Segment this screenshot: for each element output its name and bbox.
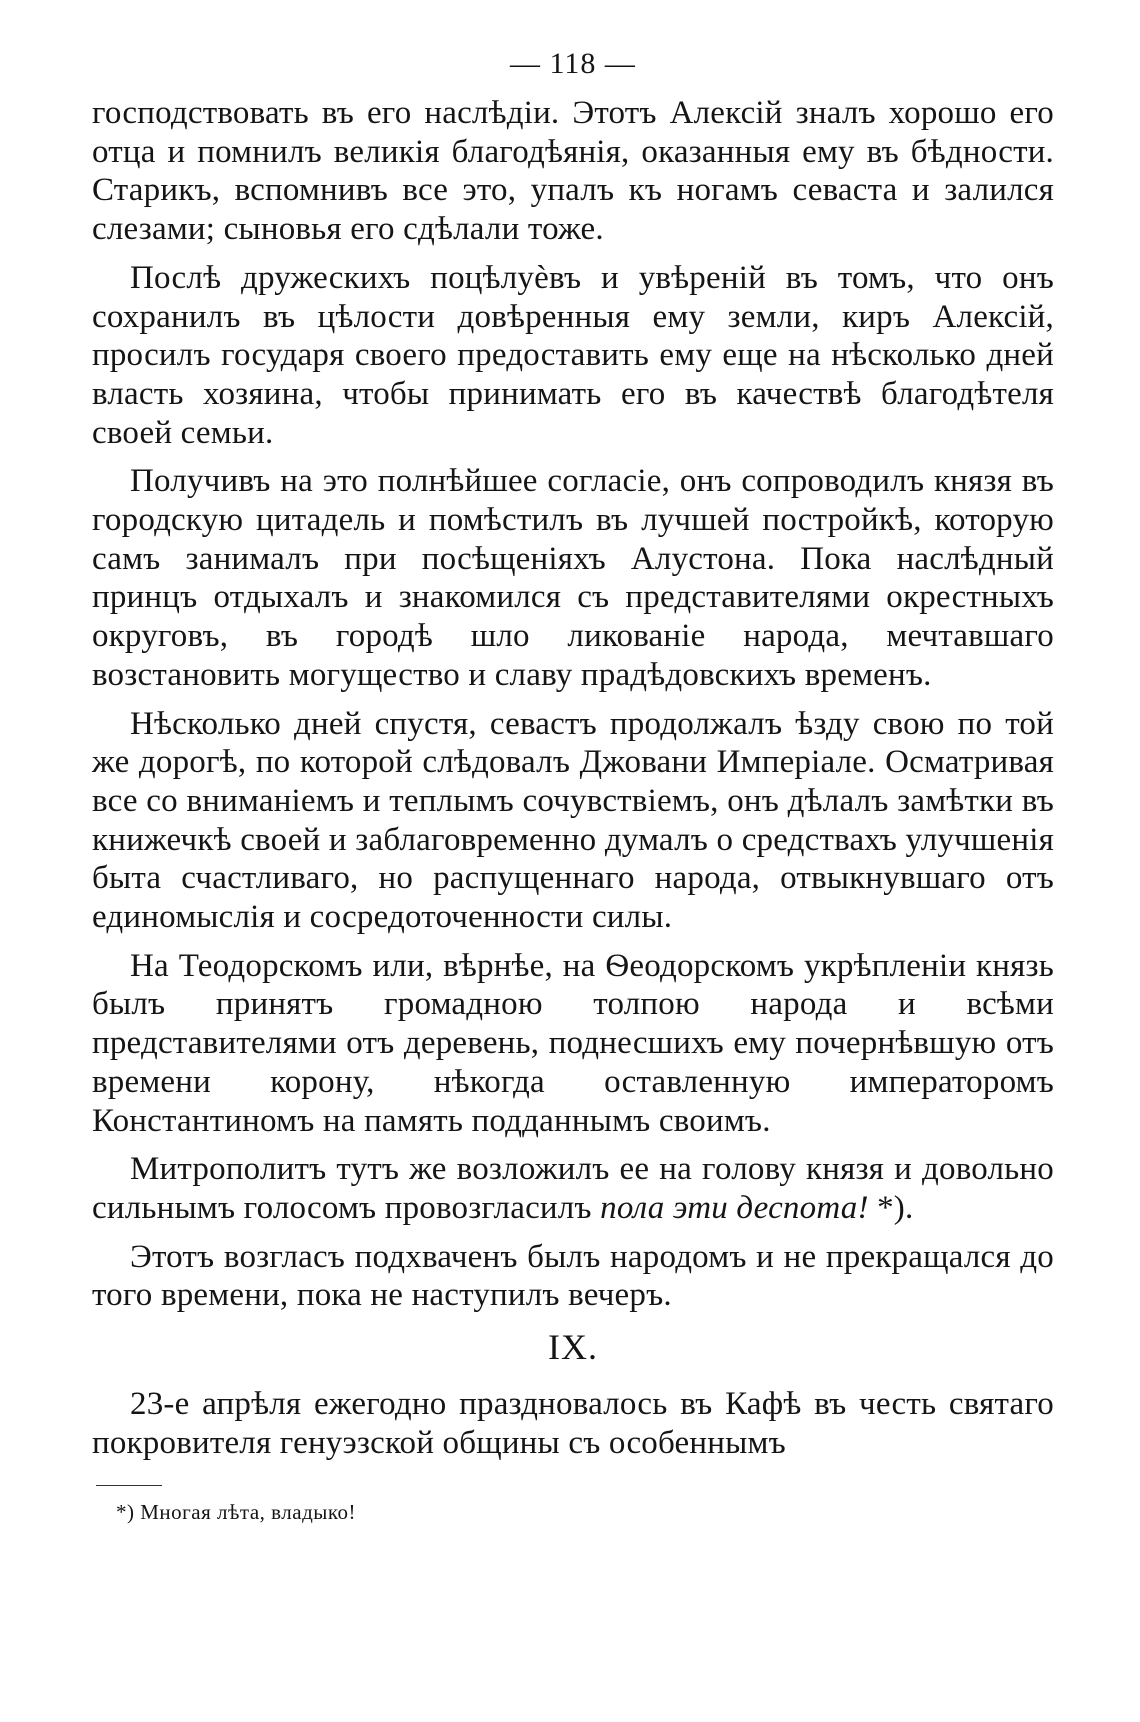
chapter-heading: IX. [548, 1327, 598, 1368]
paragraph-journey: Нѣсколько дней спустя, севастъ продолжалъ ѣзду свою по той же дорогѣ, по которой слѣдовалъ Джовани Имперіале. Осматривая все со вниманіемъ и теплымъ сочувствіемъ, онъ дѣлалъ замѣтки въ книжечкѣ своей и заблаговременно думалъ о средствахъ улучшенія быта счастливаго, но распущеннаго народа, отвыкнувшаго отъ единомыслія и сосредоточенности силы. [92, 705, 1054, 936]
paragraph-crown: На Теодорскомъ или, вѣрнѣе, на Ѳеодорскомъ укрѣпленіи князь былъ принятъ громадною толпою народа и всѣми представителями отъ деревень, поднесшихъ ему почернѣвшую отъ времени корону, нѣкогда оставленную императоромъ Константиномъ на память подданнымъ своимъ. [92, 947, 1054, 1139]
paragraph-kisses: Послѣ дружескихъ поцѣлуѐвъ и увѣреній въ томъ, что онъ сохранилъ въ цѣлости довѣренныя ему земли, киръ Алексій, просилъ государя своего предоставить ему еще на нѣсколько дней власть хозяина, чтобы принимать его въ качествѣ благодѣтеля своей семьи. [92, 259, 1054, 451]
paragraph-april: 23-е апрѣля ежегодно праздновалось въ Кафѣ въ честь святаго покровителя генуэзской общины съ особеннымъ [92, 1386, 1054, 1461]
page-number: — 118 — [510, 47, 636, 80]
paragraph-metropolitan [92, 1150, 1054, 1227]
footnote-mark: *). [868, 1189, 914, 1226]
metropolitan-text: Митрополитъ тутъ же возложилъ ее на голову князя и довольно сильнымъ голосомъ провозгласилъ [92, 1151, 1054, 1226]
paragraph-citadel: Получивъ на это полнѣйшее согласіе, онъ сопроводилъ князя въ городскую цитадель и помѣстилъ въ лучшей постройкѣ, которую самъ занималъ при посѣщеніяхъ Алустона. Пока наслѣдный принцъ отдыхалъ и знакомился съ представителями окрестныхъ округовъ, въ городѣ шло ликованіе народа, мечтавшаго возстановить могущество и славу прадѣдовскихъ временъ. [92, 463, 1054, 693]
paragraph-continued: господствовать въ его наслѣдіи. Этотъ Алексій зналъ хорошо его отца и помнилъ великія благодѣянія, оказанныя ему въ бѣдности. Старикъ, вспомнивъ все это, упалъ къ ногамъ севаста и залился слезами; сыновья его сдѣлали тоже. [92, 95, 1054, 248]
paragraph-evening: Этотъ возгласъ подхваченъ былъ народомъ и не прекращался до того времени, пока не наступилъ вечеръ. [92, 1238, 1054, 1314]
acclamation-text: пола эти деспота! [600, 1189, 869, 1226]
footnote: *) Многая лѣта, владыко! [116, 1499, 356, 1524]
footnote-rule [96, 1485, 162, 1486]
